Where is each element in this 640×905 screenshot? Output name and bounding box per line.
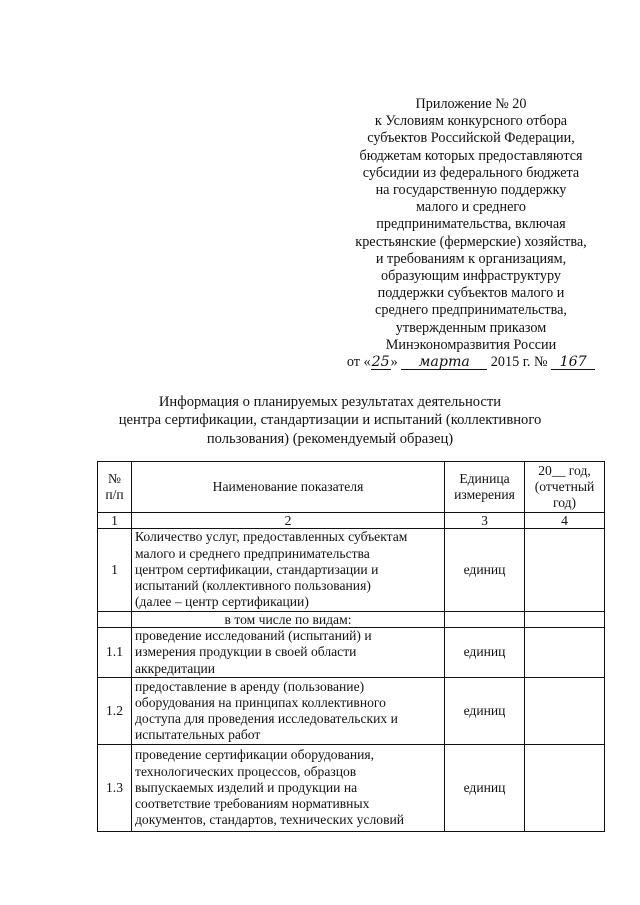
subheader-unit-cell — [445, 612, 525, 628]
annex-line: Приложение № 20 — [415, 96, 527, 112]
sign-mid: » — [390, 354, 398, 371]
heading-line: Информация о планируемых результатах деятельности — [158, 394, 502, 410]
row-num: 1.1 — [98, 628, 132, 678]
row-value-cell[interactable] — [525, 678, 605, 745]
order-number: 167 — [551, 355, 595, 370]
row-value-cell[interactable] — [525, 529, 605, 612]
header-year: 20__ год, (отчетный год) — [525, 462, 605, 513]
header-num: № п/п — [98, 462, 132, 513]
annex-line: субъектов Российской Федерации, — [367, 130, 575, 147]
subheader-num-cell — [98, 612, 132, 628]
table-row — [98, 529, 605, 612]
column-index: 4 — [525, 513, 605, 529]
annex-line: среднего предпринимательства, — [375, 302, 567, 319]
heading-line: пользования) (рекомендуемый образец) — [206, 430, 454, 447]
row-num: 1.2 — [98, 678, 132, 745]
annex-line: Минэкономразвития России — [385, 336, 557, 353]
header-unit: Единица измерения — [445, 462, 525, 513]
subheader-value-cell — [525, 612, 605, 628]
row-name: проведение исследований (испытаний) и измерения продукции в своей области аккредитации — [132, 628, 445, 678]
annex-line: малого и среднего — [416, 199, 526, 216]
row-name: Количество услуг, предоставленных субъектам малого и среднего предпринимательства центром сертификации, стандартизации и испытаний (коллективного пользования) (далее – центр сертификации) — [132, 529, 445, 612]
annex-block — [340, 96, 602, 371]
row-unit: единиц — [445, 529, 525, 612]
table-row — [98, 745, 605, 832]
sign-prefix: от « — [346, 354, 371, 371]
annex-line: субсидии из федерального бюджета — [362, 164, 580, 181]
document-heading — [60, 393, 600, 448]
annex-line: на государственную поддержку — [375, 182, 567, 199]
row-name: предоставление в аренду (пользование) оборудования на принципах коллективного доступа для проведения исследовательских и испытательных работ — [132, 678, 445, 745]
table-header-row — [98, 462, 605, 513]
annex-line: к Условиям конкурсного отбора — [374, 113, 568, 130]
column-index: 2 — [132, 513, 445, 529]
row-num: 1.3 — [98, 745, 132, 832]
order-year-text: 2015 г. № — [490, 354, 548, 371]
row-name: проведение сертификации оборудования, технологических процессов, образцов выпускаемых изделий и продукции на соответствие требованиям нормативных документов, стандартов, технических условий — [132, 745, 445, 832]
order-date-number-line — [340, 354, 602, 371]
annex-line: и требованиям к организациям, — [375, 250, 567, 267]
order-month: марта — [401, 355, 487, 370]
indicators-table — [97, 461, 605, 832]
column-index-row — [98, 513, 605, 529]
annex-line: образующим инфраструктуру — [381, 268, 561, 285]
order-day: 25 — [371, 354, 390, 371]
annex-line: крестьянские (фермерские) хозяйства, — [355, 233, 587, 250]
annex-line: бюджетам которых предоставляются — [359, 147, 583, 164]
heading-line: центра сертификации, стандартизации и испытаний (коллективного — [118, 412, 542, 429]
row-num: 1 — [98, 529, 132, 612]
row-unit: единиц — [445, 628, 525, 678]
annex-line: предпринимательства, включая — [376, 216, 566, 233]
header-name: Наименование показателя — [132, 462, 445, 513]
column-index: 3 — [445, 513, 525, 529]
subheader-label: в том числе по видам: — [132, 612, 445, 628]
table-row — [98, 678, 605, 745]
row-unit: единиц — [445, 678, 525, 745]
table-row — [98, 628, 605, 678]
annex-line: утвержденным приказом — [395, 319, 547, 336]
annex-line: поддержки субъектов малого и — [377, 285, 565, 302]
subheader-row — [98, 612, 605, 628]
row-unit: единиц — [445, 745, 525, 832]
row-value-cell[interactable] — [525, 745, 605, 832]
row-value-cell[interactable] — [525, 628, 605, 678]
column-index: 1 — [98, 513, 132, 529]
